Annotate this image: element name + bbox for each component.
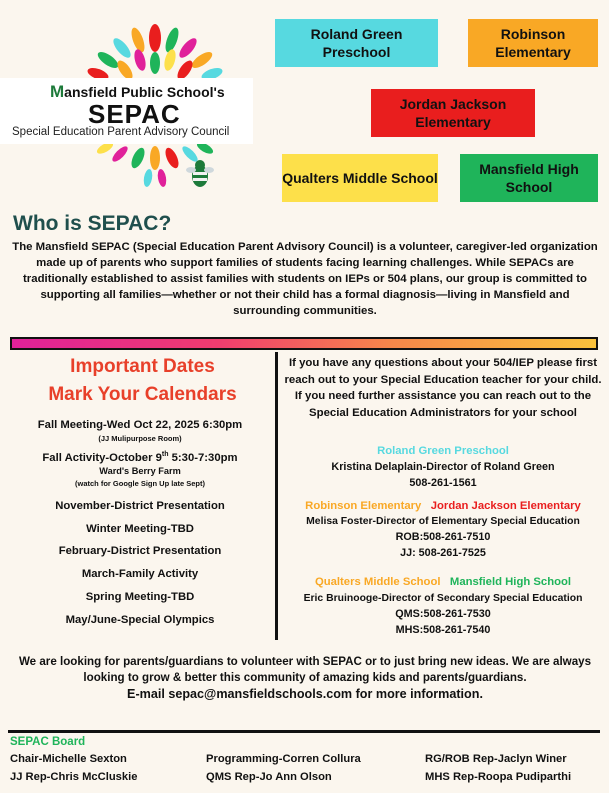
- contact-label-robinson: Robinson Elementary: [305, 500, 422, 512]
- fall-meeting-location: (JJ Mulipurpose Room): [98, 434, 182, 443]
- contact-name-elementary: Melisa Foster-Director of Elementary Special Education: [306, 516, 580, 527]
- who-heading: Who is SEPAC?: [13, 212, 172, 235]
- school-box-robinson: Robinson Elementary: [468, 19, 598, 67]
- school-box-roland-green: Roland Green Preschool: [275, 19, 438, 67]
- school-box-mansfield-high: Mansfield High School: [460, 154, 598, 202]
- dates-subtitle: Mark Your Calendars: [48, 384, 237, 405]
- contact-name-roland-green: Kristina Delaplain-Director of Roland Green: [331, 461, 555, 473]
- contact-phone-qualters: QMS:508-261-7530: [395, 608, 491, 620]
- contact-name-secondary: Eric Bruinooge-Director of Secondary Special Education: [303, 593, 583, 604]
- district-name-rest: ansfield Public School's: [64, 84, 225, 100]
- contact-phone-robinson: ROB:508-261-7510: [395, 531, 491, 543]
- gradient-divider: [10, 337, 598, 350]
- dates-title: Important Dates: [70, 356, 215, 377]
- who-paragraph: The Mansfield SEPAC (Special Education Parent Advisory Council) is a volunteer, caregiver-led organization made up of parents who support families of students facing learning challenges. While SEPACs are traditionally established to assist families with students on IEPs or 504 plans, our group is committed to supporting all families—whether or not their child has a formal diagnosis—living in Mansfield and surrounding communities.: [12, 241, 598, 317]
- contact-email-text: E-mail sepac@mansfieldschools.com for more information.: [127, 687, 483, 701]
- date-item: Spring Meeting-TBD: [85, 591, 195, 603]
- fall-activity: [0, 451, 280, 464]
- district-initial: M: [50, 82, 65, 101]
- contacts-intro: If you have any questions about your 504/IEP please first reach out to your Special Education teacher for your child. If you need further assistance you can reach out to the Special Education Administrators for your school: [284, 357, 602, 419]
- fall-meeting: Fall Meeting-Wed Oct 22, 2025 6:30pm: [37, 419, 243, 431]
- contact-label-roland-green: Roland Green Preschool: [377, 445, 509, 457]
- contact-phone-mansfield-high: MHS:508-261-7540: [395, 624, 491, 636]
- date-item: November-District Presentation: [55, 500, 225, 512]
- contact-label-jordan-jackson: Jordan Jackson Elementary: [430, 500, 581, 512]
- contact-label-mansfield-high: Mansfield High School: [449, 576, 572, 588]
- board-member-rg-rob-rep: RG/ROB Rep-Jaclyn Winer: [425, 753, 567, 765]
- board-member-qms-rep: QMS Rep-Jo Ann Olson: [206, 771, 332, 783]
- board-title: SEPAC Board: [10, 736, 86, 748]
- date-item: May/June-Special Olympics: [65, 614, 215, 626]
- board-member-jj-rep: JJ Rep-Chris McCluskie: [10, 771, 138, 783]
- date-item: February-District Presentation: [58, 545, 222, 557]
- date-item: March-Family Activity: [81, 568, 199, 580]
- volunteer-text: We are looking for parents/guardians to volunteer with SEPAC or to just bring new ideas. We are always looking to grow & better this community of amazing kids and parents/guardians.: [18, 655, 592, 684]
- contact-label-elementary: [282, 500, 604, 512]
- date-item: Winter Meeting-TBD: [86, 523, 194, 535]
- hornet-mascot-icon: [185, 158, 215, 190]
- board-member-mhs-rep: MHS Rep-Roopa Pudiparthi: [425, 771, 572, 783]
- fall-activity-location: Ward's Berry Farm: [99, 466, 181, 476]
- board-member-chair: Chair-Michelle Sexton: [10, 753, 127, 765]
- fall-activity-date: Fall Activity-October 9: [42, 451, 162, 464]
- fall-activity-time: 5:30-7:30pm: [168, 451, 238, 464]
- contact-phone-roland-green: 508-261-1561: [409, 477, 477, 489]
- school-box-qualters: Qualters Middle School: [282, 154, 438, 202]
- school-box-jordan-jackson: Jordan Jackson Elementary: [371, 89, 535, 137]
- contact-phone-jordan-jackson: JJ: 508-261-7525: [400, 547, 486, 559]
- contact-label-secondary: [282, 576, 604, 588]
- fall-activity-note: (watch for Google Sign Up late Sept): [74, 479, 205, 488]
- logo-sepac-title: SEPAC: [88, 99, 181, 129]
- bottom-divider: [8, 730, 600, 733]
- contact-label-qualters: Qualters Middle School: [314, 576, 441, 588]
- board-member-programming: Programming-Corren Collura: [206, 753, 361, 765]
- fall-activity-sup: th: [161, 451, 169, 458]
- logo-subtitle: Special Education Parent Advisory Council: [12, 126, 230, 138]
